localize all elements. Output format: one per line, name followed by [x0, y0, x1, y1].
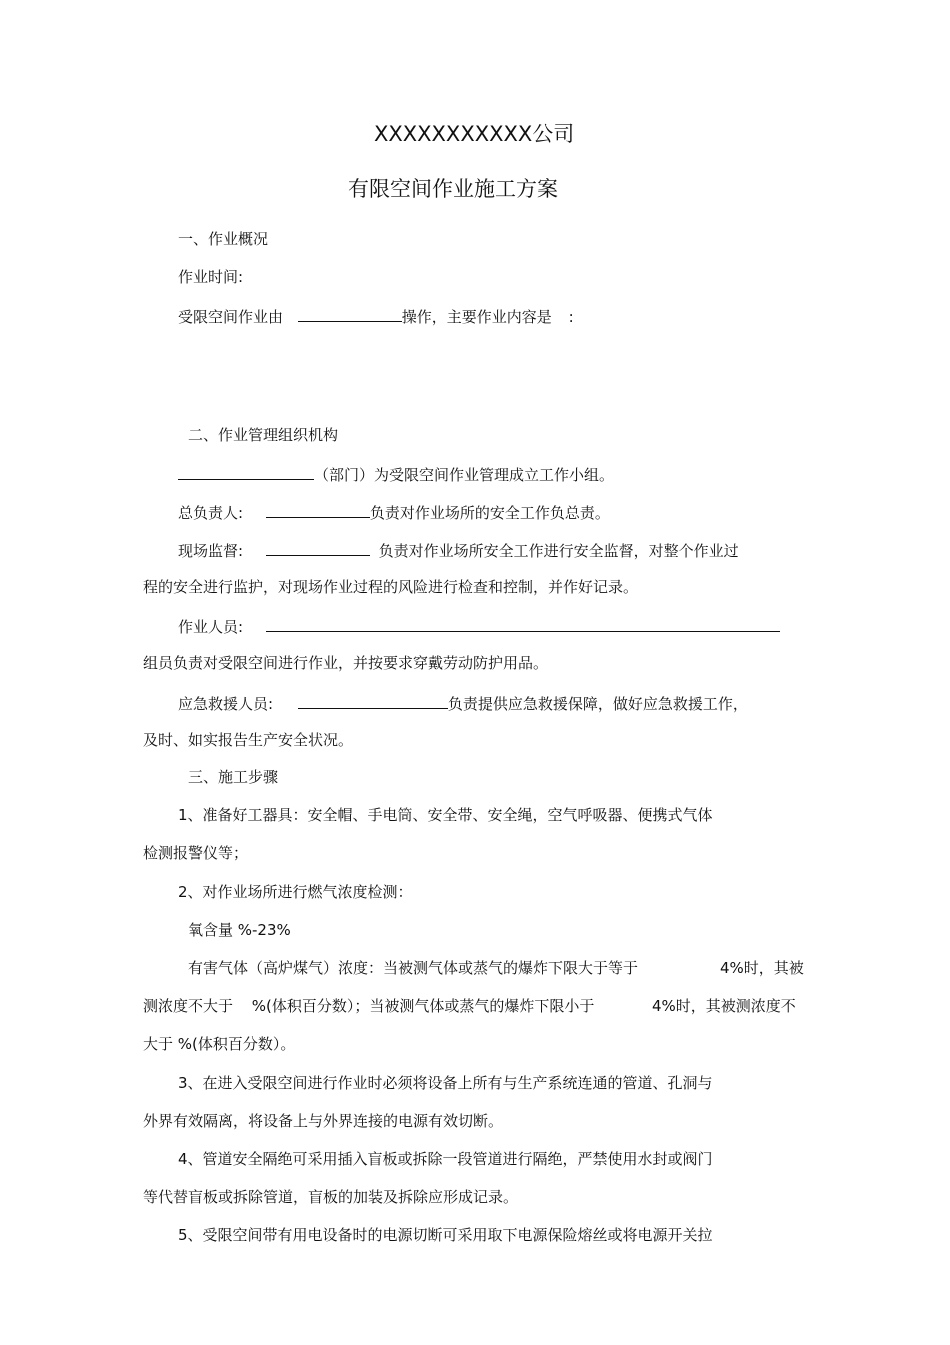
- company-title: XXXXXXXXXXX公司: [374, 122, 575, 146]
- harmful-gas-line-1-value: 4%时，其被: [720, 959, 804, 977]
- chief-text: 负责对作业场所的安全工作负总责。: [369, 504, 610, 522]
- chief-label: 总负责人:: [178, 504, 244, 522]
- harmful-gas-line-2-value: 4%时，其被测浓度不: [652, 997, 796, 1015]
- harmful-gas-line-2-a: 测浓度不大于: [143, 997, 234, 1015]
- step-4-line-2: 等代替盲板或拆除管道，盲板的加装及拆除应形成记录。: [143, 1188, 519, 1206]
- section-1-heading: 一、作业概况: [178, 230, 269, 248]
- section-2-heading: 二、作业管理组织机构: [188, 426, 339, 444]
- step-4-line-1: 4、管道安全隔绝可采用插入盲板或拆除一段管道进行隔绝，严禁使用水封或阀门: [178, 1150, 713, 1168]
- work-time-label: 作业时间:: [178, 268, 244, 286]
- workers-text: 组员负责对受限空间进行作业，并按要求穿戴劳动防护用品。: [143, 654, 549, 672]
- section-3-heading: 三、施工步骤: [188, 768, 279, 786]
- workers-line: [178, 615, 780, 637]
- document-title: 有限空间作业施工方案: [348, 177, 558, 201]
- rescue-label: 应急救援人员:: [178, 695, 274, 713]
- workers-label: 作业人员:: [178, 618, 244, 636]
- rescue-text: 负责提供应急救援保障，做好应急救援工作，: [447, 695, 748, 713]
- step-3-line-2: 外界有效隔离，将设备上与外界连接的电源有效切断。: [143, 1112, 504, 1130]
- rescue-blank: [298, 692, 448, 709]
- operator-suffix: 操作，主要作业内容是: [401, 308, 552, 326]
- operator-blank: [298, 305, 402, 322]
- chief-line: [178, 501, 610, 523]
- rescue-text-cont: 及时、如实报告生产安全状况。: [143, 731, 354, 749]
- dept-text: （部门）为受限空间作业管理成立工作小组。: [314, 466, 615, 484]
- operator-colon: :: [568, 308, 574, 326]
- supervisor-blank: [266, 539, 370, 556]
- operator-line: [178, 305, 574, 327]
- dept-blank: [178, 463, 314, 480]
- rescue-line: [178, 692, 748, 714]
- supervisor-label: 现场监督:: [178, 542, 244, 560]
- workers-blank: [266, 615, 780, 632]
- chief-blank: [266, 501, 370, 518]
- step-1-line-2: 检测报警仪等；: [143, 844, 249, 862]
- step-2: 2、对作业场所进行燃气浓度检测：: [178, 883, 413, 901]
- step-1-line-1: 1、准备好工器具：安全帽、手电筒、安全带、安全绳，空气呼吸器、便携式气体: [178, 806, 713, 824]
- operator-prefix: 受限空间作业由: [178, 308, 284, 326]
- step-3-line-1: 3、在进入受限空间进行作业时必须将设备上所有与生产系统连通的管道、孔洞与: [178, 1074, 713, 1092]
- supervisor-text: 负责对作业场所安全工作进行安全监督，对整个作业过: [378, 542, 739, 560]
- dept-line: [178, 463, 614, 485]
- oxygen-content: 氧含量 %-23%: [188, 921, 291, 939]
- harmful-gas-line-2-b: %(体积百分数）；当被测气体或蒸气的爆炸下限小于: [251, 997, 595, 1015]
- harmful-gas-line-3: 大于 %(体积百分数）。: [143, 1035, 296, 1053]
- step-5-line-1: 5、受限空间带有用电设备时的电源切断可采用取下电源保险熔丝或将电源开关拉: [178, 1226, 713, 1244]
- supervisor-line: [178, 539, 739, 561]
- harmful-gas-line-1: 有害气体（高炉煤气）浓度：当被测气体或蒸气的爆炸下限大于等于: [188, 959, 639, 977]
- harmful-gas-line-2: [143, 996, 594, 1016]
- supervisor-text-cont: 程的安全进行监护，对现场作业过程的风险进行检查和控制，并作好记录。: [143, 578, 639, 596]
